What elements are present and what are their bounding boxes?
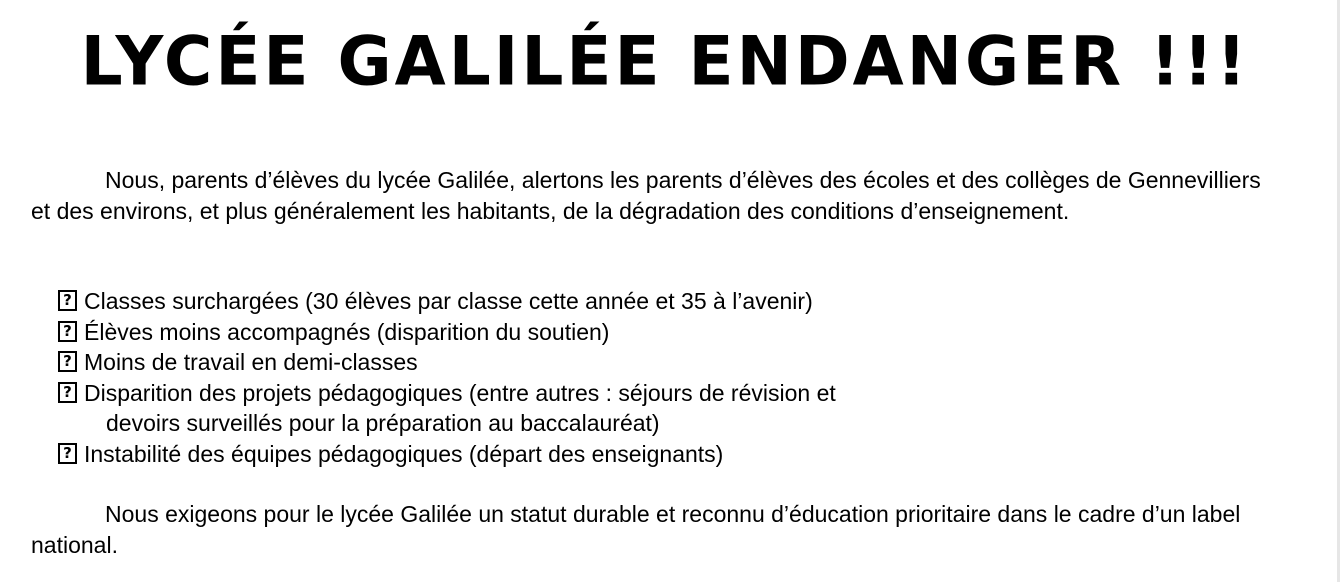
list-item <box>58 286 1058 317</box>
missing-glyph-icon: ? <box>58 443 77 464</box>
list-item-text: Moins de travail en demi-classes <box>84 349 418 375</box>
list-item-text: Élèves moins accompagnés (disparition du soutien) <box>84 318 610 345</box>
demand-paragraph: Nous exigeons pour le lycée Galilée un statut durable et reconnu d’éducation prioritaire dans le cadre d’un label national. <box>31 501 1241 558</box>
missing-glyph-icon: ? <box>58 290 77 311</box>
list-item <box>58 439 1058 470</box>
list-item-continuation: devoirs surveillés pour la préparation au baccalauréat) <box>106 410 660 436</box>
intro-paragraph: Nous, parents d’élèves du lycée Galilée, alertons les parents d’élèves des écoles et des collèges de Gennevilliers et des environs, et plus généralement les habitants, de la dégradation des conditions d’enseignement. <box>31 167 1261 224</box>
grievance-list <box>58 286 1058 469</box>
list-item <box>58 378 1058 439</box>
missing-glyph-icon: ? <box>58 382 77 403</box>
page-title: LYCÉE GALILÉE ENDANGER !!! <box>80 22 1250 101</box>
missing-glyph-icon: ? <box>58 351 77 372</box>
list-item-text: Instabilité des équipes pédagogiques (départ des enseignants) <box>84 440 724 467</box>
list-item <box>58 317 1058 348</box>
list-item-text: Classes surchargées (30 élèves par classe cette année et 35 à l’avenir) <box>84 288 813 314</box>
missing-glyph-icon: ? <box>58 321 77 342</box>
list-item <box>58 347 1058 378</box>
list-item-text: Disparition des projets pédagogiques (entre autres : séjours de révision et <box>84 379 836 406</box>
